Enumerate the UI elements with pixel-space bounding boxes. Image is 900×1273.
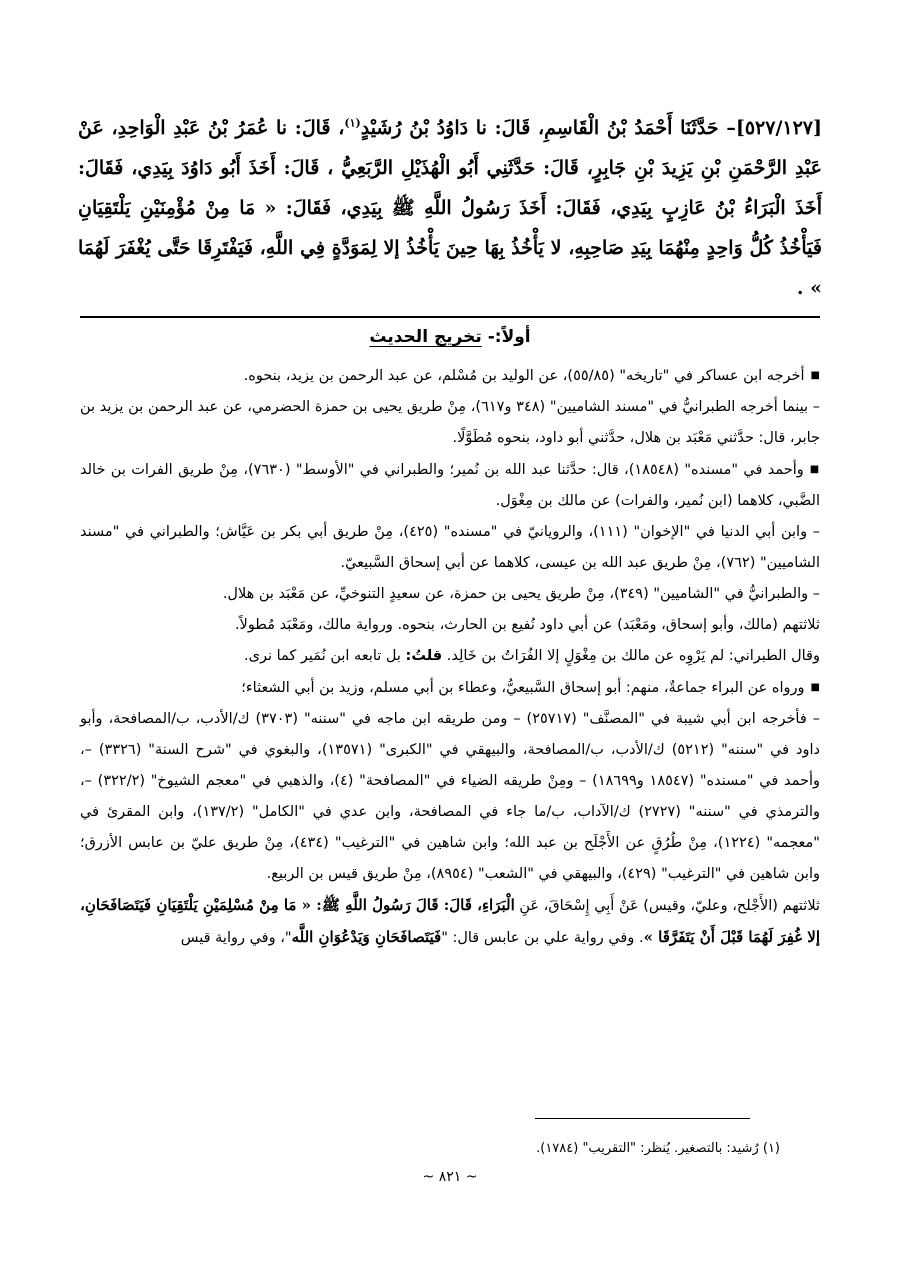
hadith-paragraph	[78, 108, 822, 308]
hadith-text	[78, 108, 822, 308]
section-title-main: تخريج الحديث	[369, 327, 482, 347]
paragraph-7: وقال الطبراني: لم يَرْوِه عن مالك بن مِغْوَلٍ إلا الفُرَاتُ بن خَالِد. قلتُ: بل تابعه ابن نُمَير كما نرى.	[244, 648, 820, 664]
square-bullet-icon: ■	[809, 464, 821, 475]
paragraph-6: ثلاثتهم (مالك، وأبو إسحاق، ومَعْبَد) عن أبي داود نُفيع بن الحارث، بنحوه. ورواية مالك، ومَعْبَد مُطولاً.	[234, 617, 820, 633]
section-title-prefix: أولاً:-	[481, 327, 531, 347]
square-bullet-icon: ■	[810, 682, 820, 693]
footnote-reference[interactable]: (١)	[344, 116, 361, 130]
paragraph-2: – بينما أخرجه الطبرانيُّ في "مسند الشاميين" (٣٤٨ و٦١٧)، مِنْ طريق يحيى بن حمزة الحضرمي، عن عبد الرحمن بن يزيد بن جابر، قال: حدَّثني مَعْبَد بن هلال، حدَّثني أبو داود، بنحوه مُطَوَّلًا.	[80, 399, 820, 446]
qultu-label: قلتُ:	[405, 648, 443, 664]
footnote: (١) رُشيد: بالتصغير. يُنظر: "التقريب" (١٧٨٤).	[536, 1141, 780, 1156]
footnote-divider	[535, 1118, 750, 1119]
square-bullet-icon: ■	[810, 370, 820, 381]
paragraph-9: – فأخرجه ابن أبي شيبة في "المصنَّف" (٢٥٧١٧) – ومن طريقه ابن ماجه في "سننه" (٣٧٠٣) ك/الأدب، ب/المصافحة، وأبو داود في "سننه" (٥٢١٢) ك/الأدب، ب/المصافحة، والبيهقي في "الكبرى" (١٣٥٧١)، والبغوي في "شرح السنة" (٣٣٢٦) –، وأحمد في "مسنده" (١٨٥٤٧ و١٨٦٩٩) – ومِنْ طريقه الضياء في "المصافحة" (٤)، والذهبي في "معجم الشيوخ" (٣٢٢/٢) –، والترمذي في "سننه" (٢٧٢٧) ك/الآداب، ب/ما جاء في المصافحة، وابن عدي في "الكامل" (١٣٧/٢)، وابن المقرئ في "معجمه" (١٢٢٤)، مِنْ طُرُقٍ عن الأَجْلَح بن عبد الله؛ وابن شاهين في "الترغيب" (٤٣٤)، مِنْ طريق عليّ بن عابس الأزرق؛ وابن شاهين في "الترغيب" (٤٢٩)، والبيهقي في "الشعب" (٨٩٥٤)، مِنْ طريق قيس بن الربيع.	[80, 711, 820, 882]
hadith-quote-variant: فَيَتَصافَحَانِ وَيَدْعُوَانِ اللَّه	[291, 928, 442, 946]
section-title	[80, 322, 820, 352]
paragraph-8: ■ورواه عن البراء جماعةٌ، منهم: أبو إسحاق السَّبيعيُّ، وعطاء بن أبي مسلم، وزيد بن أبي الشعثاء؛	[241, 680, 820, 696]
paragraph-4: – وابن أبي الدنيا في "الإخوان" (١١١)، والرويانيّ في "مسنده" (٤٢٥)، مِنْ طريق أبي بكر بن عَيَّاش؛ والطبراني في "مسند الشاميين" (٧٦٢)، مِنْ طريق عبد الله بن عيسى، كلاهما عن أبي إسحاق السَّبيعيّ.	[80, 524, 820, 571]
paragraph-1: ■أخرجه ابن عساكر في "تاريخه" (٥٥/٨٥)، عن الوليد بن مُسْلم، عن عبد الرحمن بن يزيد، بنحوه.	[243, 368, 820, 384]
hadith-isnad-matn: ، قَالَ: نا عُمَرُ بْنُ عَبْدِ الْوَاحِدِ، عَنْ عَبْدِ الرَّحْمَنِ بْنِ يَزِيدَ بْنِ جَابِرٍ، قَالَ: حَدَّثَنِي أَبُو الْهُذَيْلِ الرَّبَعِيُّ ، قَالَ: أَخَذَ أَبُو دَاوُدَ بِيَدِي، فَقَالَ: أَخَذَ الْبَرَاءُ بْنُ عَازِبٍ بِيَدِي، فَقَالَ: أَخَذَ رَسُولُ اللَّهِ ﷺ بِيَدِي، فَقَالَ: « مَا مِنْ مُؤْمِنَيْنِ يَلْتَقِيَانِ فَيَأْخُذُ كُلُّ وَاحِدٍ مِنْهُمَا بِيَدِ صَاحِبِهِ، لا يَأْخُذُ بِهَا حِينَ يَأْخُذُ إلا لِمَوَدَّةٍ فِي اللَّهِ، فَيَفْتَرِقَا حَتَّى يُغْفَرَ لَهُمَا » .	[78, 117, 822, 299]
hadith-isnad-start: [٥٢٧/١٢٧]– حَدَّثَنَا أَحْمَدُ بْنُ الْقَاسِمِ، قَالَ: نا دَاوُدُ بْنُ رُشَيْدٍ	[360, 117, 822, 139]
takhrij-body	[80, 360, 820, 954]
page-number: ~ ٨٢١ ~	[422, 1169, 478, 1185]
paragraph-3: ■وأحمد في "مسنده" (١٨٥٤٨)، قال: حدَّثنا عبد الله بن نُمير؛ والطبراني في "الأوسط" (٧٦٣٠)، مِنْ طريق الفرات بن خالد الضَّبي، كلاهما (ابن نُمير، والفرات) عن مالك بن مِغْوَل.	[80, 462, 821, 509]
paragraph-10: ثلاثتهم (الأَجْلح، وعليّ، وقيس) عَنْ أَبِي إِسْحَاقَ، عَنِ الْبَرَاءِ، قَالَ: قَالَ رَسُولُ اللَّهِ ﷺ: « مَا مِنْ مُسْلِمَيْنِ يَلْتَقِيَانِ فَيَتَصَافَحَانِ، إلا غُفِرَ لَهُمَا قَبْلَ أَنْ يَتَفَرَّقَا ». وفي رواية علي بن عابس قال: "فَيَتَصافَحَانِ وَيَدْعُوَانِ اللَّه"، وفي رواية قيس	[80, 896, 820, 946]
section-divider	[80, 316, 820, 318]
hadith-quote: الْبَرَاءِ، قَالَ: قَالَ رَسُولُ اللَّهِ ﷺ: « مَا مِنْ مُسْلِمَيْنِ يَلْتَقِيَانِ فَيَتَصَافَحَانِ، إلا غُفِرَ لَهُمَا قَبْلَ أَنْ يَتَفَرَّقَا »	[80, 896, 820, 946]
paragraph-5: – والطبرانيُّ في "الشاميين" (٣٤٩)، مِنْ طريق يحيى بن حمزة، عن سعيدٍ التنوخيِّ، عن مَعْبَد بن هلال.	[222, 586, 820, 602]
